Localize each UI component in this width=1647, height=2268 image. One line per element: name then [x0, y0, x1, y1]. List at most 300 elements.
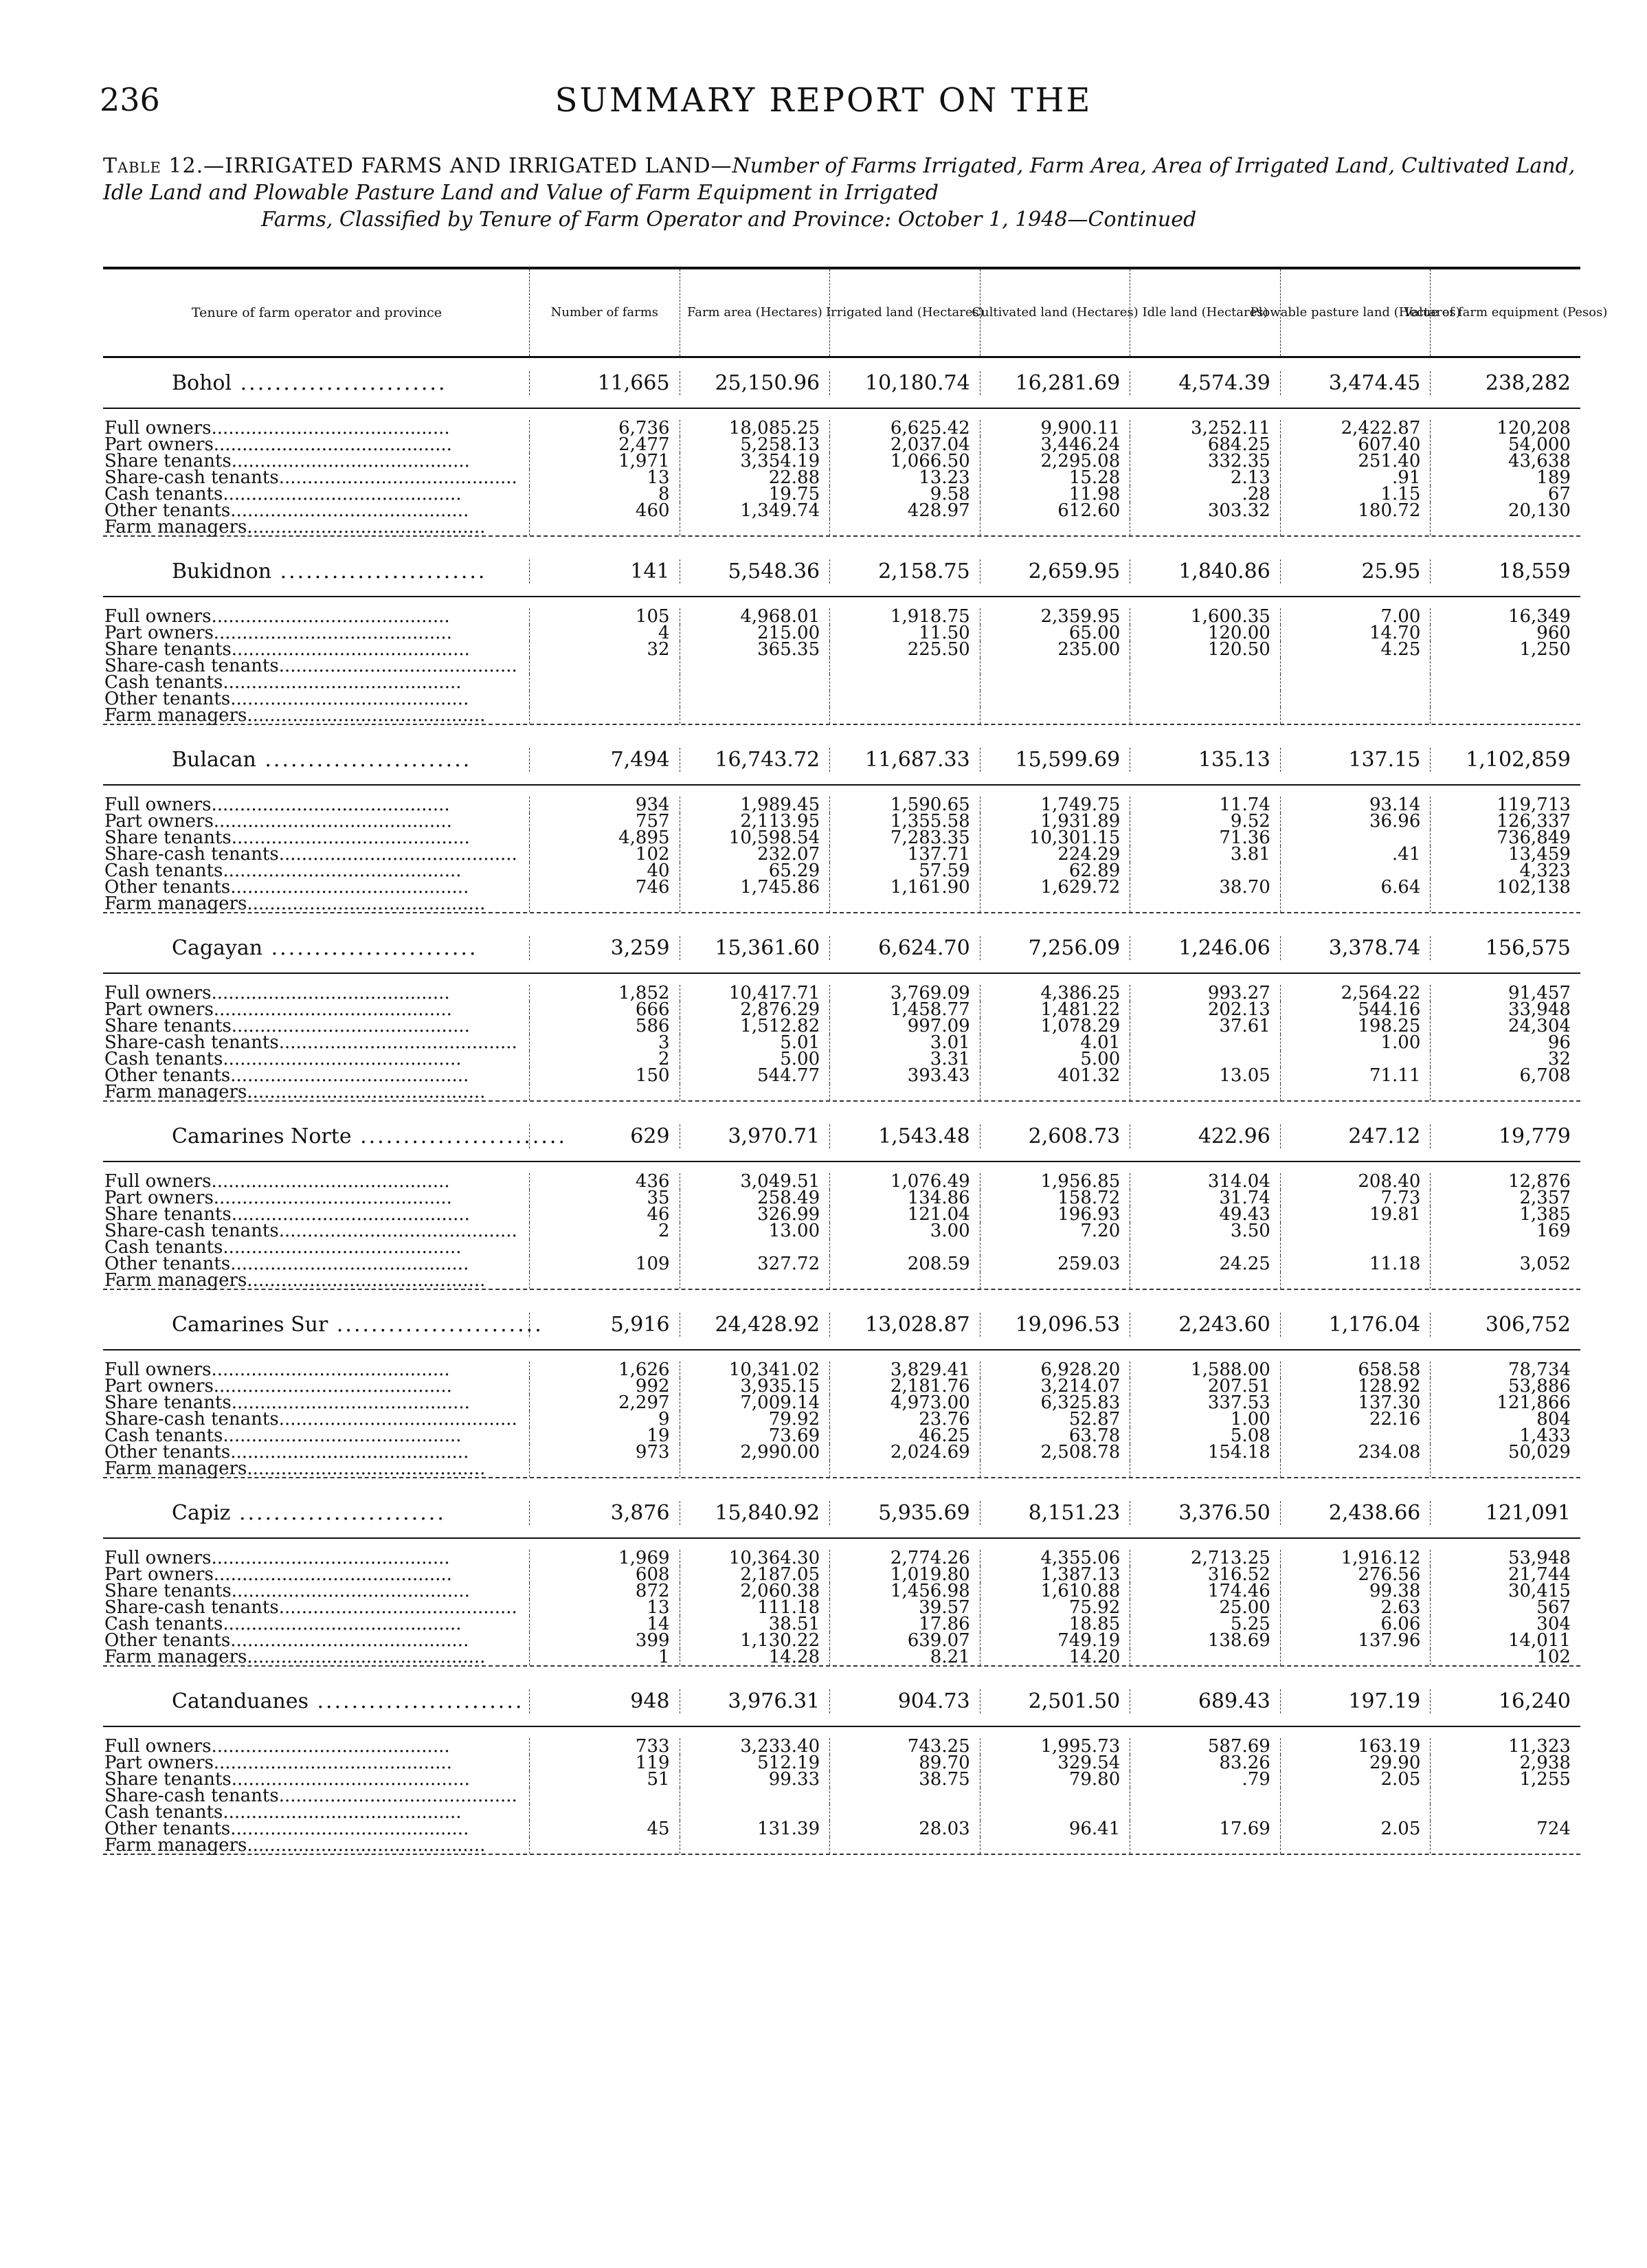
table-cell: 65.00: [980, 625, 1130, 641]
table-cell: 75.92: [980, 1599, 1130, 1616]
table-cell: 332.35: [1130, 453, 1280, 469]
tenure-label: Farm managers..........................................: [104, 517, 486, 537]
tenure-label: Share tenants..........................................: [104, 1581, 470, 1601]
province-name: Catanduanes: [172, 1689, 309, 1713]
table-cell: 4,323: [1430, 863, 1580, 879]
province-total-cell: 25.95: [1280, 559, 1431, 583]
table-cell: [680, 1272, 830, 1289]
table-cell: 992: [529, 1378, 680, 1394]
table-cell: 52.87: [980, 1411, 1130, 1427]
province-total-row: [103, 735, 1580, 786]
tenure-label: Farm managers..........................................: [104, 893, 486, 914]
table-cell: 225.50: [829, 641, 980, 658]
table-cell: [1430, 1272, 1580, 1289]
table-cell: [980, 1272, 1130, 1289]
table-cell: 9: [529, 1411, 680, 1427]
table-cell: 3,446.24: [980, 436, 1130, 453]
table-cell: 258.49: [680, 1190, 830, 1206]
tenure-label-text: Full owners: [104, 418, 212, 438]
province-total-cell: 5,935.69: [829, 1501, 980, 1525]
table-cell: 4,968.01: [680, 608, 830, 625]
table-cell: 6,736: [529, 420, 680, 436]
table-cell: 993.27: [1130, 985, 1280, 1001]
table-cell: 1,078.29: [980, 1018, 1130, 1034]
table-cell: [1430, 1837, 1580, 1854]
table-cell: [1280, 707, 1431, 724]
table-cell: 10,417.71: [680, 985, 830, 1001]
table-cell: 25.00: [1130, 1599, 1280, 1616]
tenure-label-text: Share-cash tenants: [104, 1597, 279, 1618]
table-cell: 1,355.58: [829, 813, 980, 830]
tenure-label: Share-cash tenants..........................................: [104, 844, 517, 865]
tenure-label-text: Cash tenants: [104, 1237, 223, 1258]
table-cell: 2,060.38: [680, 1583, 830, 1599]
table-cell: [680, 1460, 830, 1477]
table-cell: 4.25: [1280, 641, 1431, 658]
tenure-label-text: Part owners: [104, 623, 214, 643]
province-total-cell: 15,361.60: [680, 936, 830, 960]
table-cell: 1,590.65: [829, 797, 980, 813]
tenure-label: Share tenants..........................................: [104, 451, 470, 471]
table-cell: [529, 1272, 680, 1289]
tenure-label-text: Full owners: [104, 606, 212, 627]
tenure-label-text: Share-cash tenants: [104, 1032, 279, 1053]
tenure-label-text: Full owners: [104, 1736, 212, 1757]
table-cell: 198.25: [1280, 1018, 1431, 1034]
table-cell: 120.50: [1130, 641, 1280, 658]
tenure-label: Cash tenants..........................................: [104, 484, 462, 504]
table-cell: 2,181.76: [829, 1378, 980, 1394]
table-cell: [980, 1837, 1130, 1854]
province-total-cell: 15,840.92: [680, 1501, 830, 1525]
province-total-cell: 2,438.66: [1280, 1501, 1431, 1525]
table-cell: 11.50: [829, 625, 980, 641]
caption-tail: Farms, Classified by Tenure of Farm Operator and Province: October 1, 1948—Continued: [261, 208, 1197, 232]
table-cell: .91: [1280, 469, 1431, 486]
tenure-label: Other tenants..........................................: [104, 500, 469, 521]
tenure-label-text: Part owners: [104, 1376, 214, 1397]
table-cell: 1,749.75: [980, 797, 1130, 813]
table-cell: 13.23: [829, 469, 980, 486]
tenure-label-text: Farm managers: [104, 893, 247, 914]
province-total-cell: 11,687.33: [829, 748, 980, 772]
province-total-cell: 1,543.48: [829, 1124, 980, 1148]
table-cell: 2.13: [1130, 469, 1280, 486]
tenure-label: Full owners..........................................: [104, 606, 450, 627]
table-cell: 872: [529, 1583, 680, 1599]
table-cell: 586: [529, 1018, 680, 1034]
table-cell: 196.93: [980, 1206, 1130, 1223]
table-cell: .28: [1130, 486, 1280, 502]
table-cell: [980, 674, 1130, 691]
table-cell: 804: [1430, 1411, 1580, 1427]
table-cell: 17.69: [1130, 1821, 1280, 1837]
province-name-cell: Catanduanes ........................: [172, 1689, 524, 1713]
table-cell: 154.18: [1130, 1444, 1280, 1460]
table-cell: 71.36: [1130, 830, 1280, 846]
table-cell: 401.32: [980, 1067, 1130, 1084]
table-cell: 40: [529, 863, 680, 879]
table-cell: 3,829.41: [829, 1361, 980, 1378]
table-cell: 21,744: [1430, 1566, 1580, 1583]
table-cell: 89.70: [829, 1755, 980, 1771]
table-cell: 4,895: [529, 830, 680, 846]
table-cell: [680, 691, 830, 707]
tenure-label: Cash tenants..........................................: [104, 1049, 462, 1069]
table-cell: 71.11: [1280, 1067, 1431, 1084]
tenure-label-text: Other tenants: [104, 1254, 231, 1274]
province-total-cell: 238,282: [1430, 371, 1580, 395]
province-name-cell: Camarines Sur ........................: [172, 1312, 544, 1337]
table-cell: 1,931.89: [980, 813, 1130, 830]
table-cell: 1,066.50: [829, 453, 980, 469]
table-cell: 119,713: [1430, 797, 1580, 813]
table-cell: 54,000: [1430, 436, 1580, 453]
table-row: [103, 1084, 1580, 1102]
province-total-row: [103, 546, 1580, 597]
table-cell: 79.92: [680, 1411, 830, 1427]
table-cell: 53,886: [1430, 1378, 1580, 1394]
tenure-label-text: Share tenants: [104, 827, 232, 848]
province-total-cell: 1,246.06: [1130, 936, 1280, 960]
province-name: Camarines Norte: [172, 1124, 352, 1148]
table-cell: 3: [529, 1034, 680, 1051]
table-cell: [529, 658, 680, 674]
province-total-row: [103, 1111, 1580, 1162]
table-cell: 10,341.02: [680, 1361, 830, 1378]
table-cell: 2: [529, 1051, 680, 1067]
table-cell: [1430, 707, 1580, 724]
tenure-label: Cash tenants..........................................: [104, 860, 462, 881]
table-cell: 3,935.15: [680, 1378, 830, 1394]
province-total-row: [103, 1488, 1580, 1539]
tenure-label: Share-cash tenants..........................................: [104, 1032, 517, 1053]
table-cell: 2.63: [1280, 1599, 1431, 1616]
table-cell: 436: [529, 1173, 680, 1190]
table-cell: [980, 707, 1130, 724]
province-total-cell: 1,176.04: [1280, 1313, 1431, 1337]
table-cell: 8.21: [829, 1649, 980, 1665]
tenure-label-text: Share tenants: [104, 1769, 232, 1790]
table-cell: 2,876.29: [680, 1001, 830, 1018]
tenure-label: Part owners..........................................: [104, 1753, 452, 1773]
table-cell: 29.90: [1280, 1755, 1431, 1771]
table-cell: 18.85: [980, 1616, 1130, 1632]
table-cell: 62.89: [980, 863, 1130, 879]
table-cell: 2,422.87: [1280, 420, 1431, 436]
table-cell: 105: [529, 608, 680, 625]
table-cell: 2,938: [1430, 1755, 1580, 1771]
province-total-row: [103, 358, 1580, 409]
tenure-label-text: Part owners: [104, 1188, 214, 1208]
table-cell: 109: [529, 1256, 680, 1272]
table-cell: 120,208: [1430, 420, 1580, 436]
table-cell: 304: [1430, 1616, 1580, 1632]
tenure-label: Part owners..........................................: [104, 999, 452, 1020]
table-cell: 3,214.07: [980, 1378, 1130, 1394]
table-cell: 1,971: [529, 453, 680, 469]
table-cell: [829, 1460, 980, 1477]
province-total-cell: 18,559: [1430, 559, 1580, 583]
tenure-label-text: Cash tenants: [104, 1614, 223, 1634]
table-cell: 38.51: [680, 1616, 830, 1632]
tenure-label-text: Other tenants: [104, 1630, 231, 1651]
tenure-label: Other tenants..........................................: [104, 689, 469, 709]
table-cell: 724: [1430, 1821, 1580, 1837]
tenure-label-text: Share-cash tenants: [104, 844, 279, 865]
table-cell: 3,052: [1430, 1256, 1580, 1272]
table-cell: 11,323: [1430, 1738, 1580, 1755]
column-header-pasture: Plowable pasture land (Hectares): [1280, 269, 1431, 356]
table-cell: 65.29: [680, 863, 830, 879]
table-cell: 749.19: [980, 1632, 1130, 1649]
province-total-cell: 1,840.86: [1130, 559, 1280, 583]
tenure-label: Part owners..........................................: [104, 434, 452, 455]
table-cell: 251.40: [1280, 453, 1431, 469]
table-cell: 2,295.08: [980, 453, 1130, 469]
table-cell: 544.77: [680, 1067, 830, 1084]
table-cell: 428.97: [829, 502, 980, 519]
province-total-cell: 2,608.73: [980, 1124, 1130, 1148]
table-cell: 96: [1430, 1034, 1580, 1051]
tenure-label: Part owners..........................................: [104, 1376, 452, 1397]
table-cell: 28.03: [829, 1821, 980, 1837]
table-cell: [529, 519, 680, 535]
province-total-cell: 16,281.69: [980, 371, 1130, 395]
table-cell: 120.00: [1130, 625, 1280, 641]
tenure-label: Share-cash tenants..........................................: [104, 1786, 517, 1806]
table-cell: 684.25: [1130, 436, 1280, 453]
table-cell: 73.69: [680, 1427, 830, 1444]
table-cell: 2,359.95: [980, 608, 1130, 625]
tenure-label-text: Cash tenants: [104, 1049, 223, 1069]
province-name: Capiz: [172, 1500, 231, 1525]
province-total-cell: 3,376.50: [1130, 1501, 1280, 1525]
table-cell: 608: [529, 1566, 680, 1583]
tenure-label-text: Share tenants: [104, 1581, 232, 1601]
table-cell: 121,866: [1430, 1394, 1580, 1411]
table-cell: 1,456.98: [829, 1583, 980, 1599]
table-cell: 96.41: [980, 1821, 1130, 1837]
table-cell: 102: [529, 846, 680, 863]
province-name: Bulacan: [172, 747, 256, 772]
table-cell: [829, 674, 980, 691]
province-total-cell: 24,428.92: [680, 1313, 830, 1337]
tenure-label: Share-cash tenants..........................................: [104, 1597, 517, 1618]
table-cell: 15.28: [980, 469, 1130, 486]
tenure-label-text: Other tenants: [104, 1442, 231, 1463]
table-cell: 63.78: [980, 1427, 1130, 1444]
table-cell: 67: [1430, 486, 1580, 502]
table-cell: 35: [529, 1190, 680, 1206]
table-cell: 1,458.77: [829, 1001, 980, 1018]
table-cell: 32: [1430, 1051, 1580, 1067]
table-cell: [980, 1788, 1130, 1804]
tenure-label-text: Part owners: [104, 811, 214, 832]
tenure-label-text: Part owners: [104, 1564, 214, 1585]
table-cell: 2.05: [1280, 1821, 1431, 1837]
table-cell: 14,011: [1430, 1632, 1580, 1649]
table-cell: [529, 674, 680, 691]
column-header-number: Number of farms: [529, 269, 680, 356]
tenure-label: Full owners..........................................: [104, 1736, 450, 1757]
province-name-cell: Bukidnon ........................: [172, 559, 487, 583]
table-cell: 126,337: [1430, 813, 1580, 830]
table-cell: 327.72: [680, 1256, 830, 1272]
table-cell: 7.20: [980, 1223, 1130, 1239]
table-cell: 19: [529, 1427, 680, 1444]
table-cell: 180.72: [1280, 502, 1431, 519]
table-cell: 53,948: [1430, 1550, 1580, 1566]
table-cell: 19.81: [1280, 1206, 1431, 1223]
tenure-label-text: Share tenants: [104, 1016, 232, 1036]
tenure-label: Other tenants..........................................: [104, 1065, 469, 1086]
table-cell: 137.71: [829, 846, 980, 863]
table-cell: [529, 1084, 680, 1100]
tenure-label-text: Share-cash tenants: [104, 1409, 279, 1430]
tenure-label: Cash tenants..........................................: [104, 1237, 462, 1258]
tenure-label: Full owners..........................................: [104, 1171, 450, 1192]
tenure-label-text: Farm managers: [104, 1835, 247, 1856]
province-name: Camarines Sur: [172, 1312, 328, 1337]
province-total-cell: 2,501.50: [980, 1689, 1130, 1713]
province-total-cell: 4,574.39: [1130, 371, 1280, 395]
tenure-label-text: Part owners: [104, 999, 214, 1020]
column-header-tenure: Tenure of farm operator and province: [191, 305, 442, 320]
table-cell: .41: [1280, 846, 1431, 863]
tenure-label: Share tenants..........................................: [104, 1769, 470, 1790]
table-cell: 544.16: [1280, 1001, 1431, 1018]
table-cell: [1130, 707, 1280, 724]
table-cell: 733: [529, 1738, 680, 1755]
table-cell: [1280, 896, 1431, 912]
table-cell: 6,708: [1430, 1067, 1580, 1084]
table-cell: 612.60: [980, 502, 1130, 519]
tenure-label: Cash tenants..........................................: [104, 1802, 462, 1823]
table-cell: .79: [1130, 1771, 1280, 1788]
table-cell: 1,349.74: [680, 502, 830, 519]
tenure-label: Share-cash tenants..........................................: [104, 656, 517, 676]
table-cell: [529, 1460, 680, 1477]
table-cell: [1130, 1837, 1280, 1854]
table-cell: 5,258.13: [680, 436, 830, 453]
table-cell: [829, 1084, 980, 1100]
province-total-cell: 135.13: [1130, 748, 1280, 772]
table-cell: 1,629.72: [980, 879, 1130, 896]
province-name-cell: Camarines Norte ........................: [172, 1124, 567, 1148]
table-cell: 1,626: [529, 1361, 680, 1378]
table-cell: [1280, 1272, 1431, 1289]
table-cell: 1,610.88: [980, 1583, 1130, 1599]
province-name: Bukidnon: [172, 559, 272, 583]
table-cell: 33,948: [1430, 1001, 1580, 1018]
table-cell: 7.73: [1280, 1190, 1431, 1206]
table-cell: 10,364.30: [680, 1550, 830, 1566]
table-cell: [1280, 691, 1431, 707]
table-cell: 49.43: [1130, 1206, 1280, 1223]
table-cell: 399: [529, 1632, 680, 1649]
tenure-label: Share-cash tenants..........................................: [104, 467, 517, 488]
tenure-label: Cash tenants..........................................: [104, 1614, 462, 1634]
table-cell: 158.72: [980, 1190, 1130, 1206]
table-cell: 736,849: [1430, 830, 1580, 846]
table-cell: 1: [529, 1649, 680, 1665]
table-cell: 2,477: [529, 436, 680, 453]
table-cell: [1280, 1649, 1431, 1665]
table-cell: 91,457: [1430, 985, 1580, 1001]
table-cell: 7,283.35: [829, 830, 980, 846]
table-cell: 1,512.82: [680, 1018, 830, 1034]
table-cell: 658.58: [1280, 1361, 1431, 1378]
table-cell: 163.19: [1280, 1738, 1431, 1755]
province-total-cell: 3,976.31: [680, 1689, 830, 1713]
province-total-cell: 629: [529, 1124, 680, 1148]
table-cell: 11.74: [1130, 797, 1280, 813]
table-cell: [529, 707, 680, 724]
province-total-cell: 197.19: [1280, 1689, 1431, 1713]
table-cell: 138.69: [1130, 1632, 1280, 1649]
province-total-cell: 948: [529, 1689, 680, 1713]
table-cell: 2,713.25: [1130, 1550, 1280, 1566]
table-cell: [1280, 674, 1431, 691]
table-cell: 3,233.40: [680, 1738, 830, 1755]
table-cell: 1,161.90: [829, 879, 980, 896]
table-cell: [529, 1837, 680, 1854]
table-cell: [1280, 1223, 1431, 1239]
province-total-cell: 3,970.71: [680, 1124, 830, 1148]
table-cell: 1,588.00: [1130, 1361, 1280, 1378]
table-cell: 314.04: [1130, 1173, 1280, 1190]
table-cell: 1,387.13: [980, 1566, 1130, 1583]
table-cell: 3,769.09: [829, 985, 980, 1001]
table-cell: 1,989.45: [680, 797, 830, 813]
table-cell: 9,900.11: [980, 420, 1130, 436]
table-cell: 1,250: [1430, 641, 1580, 658]
table-cell: 10,598.54: [680, 830, 830, 846]
table-cell: 14.20: [980, 1649, 1130, 1665]
table-row: [103, 1272, 1580, 1290]
province-total-cell: 121,091: [1430, 1501, 1580, 1525]
table-cell: 224.29: [980, 846, 1130, 863]
table-cell: 4: [529, 625, 680, 641]
table-cell: 743.25: [829, 1738, 980, 1755]
table-cell: 9.58: [829, 486, 980, 502]
table-cell: 7.00: [1280, 608, 1431, 625]
table-cell: [980, 896, 1130, 912]
table-cell: 365.35: [680, 641, 830, 658]
table-cell: 22.16: [1280, 1411, 1431, 1427]
province-total-cell: 8,151.23: [980, 1501, 1130, 1525]
tenure-label: Part owners..........................................: [104, 623, 452, 643]
tenure-label-text: Other tenants: [104, 1819, 231, 1839]
tenure-label: Full owners..........................................: [104, 1359, 450, 1380]
tenure-label: Share tenants..........................................: [104, 827, 470, 848]
tenure-label-text: Cash tenants: [104, 672, 223, 693]
tenure-label-text: Farm managers: [104, 517, 247, 537]
tenure-label: Farm managers..........................................: [104, 705, 486, 726]
table-cell: 102: [1430, 1649, 1580, 1665]
table-cell: 1,969: [529, 1550, 680, 1566]
table-cell: 2,990.00: [680, 1444, 830, 1460]
province-name-cell: Bohol ........................: [172, 370, 447, 395]
table-cell: 23.76: [829, 1411, 980, 1427]
province-total-cell: 2,243.60: [1130, 1313, 1280, 1337]
tenure-label: Farm managers..........................................: [104, 1458, 486, 1479]
table-cell: 50,029: [1430, 1444, 1580, 1460]
column-header-farm-area: Farm area (Hectares): [680, 269, 830, 356]
table-cell: 973: [529, 1444, 680, 1460]
table-cell: 6.06: [1280, 1616, 1431, 1632]
